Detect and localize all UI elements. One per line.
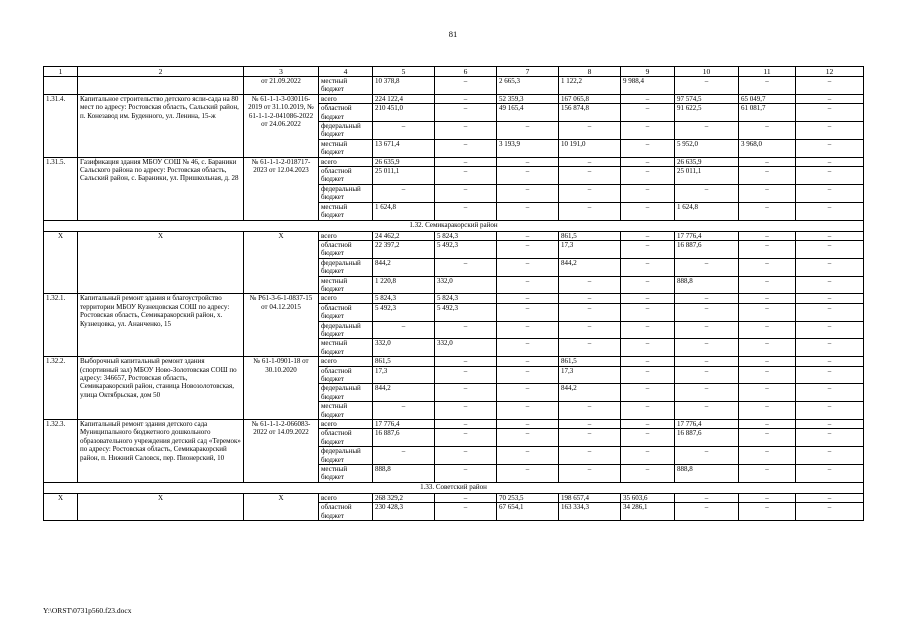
value-cell: – <box>739 240 796 258</box>
value-cell: 61 081,7 <box>739 104 796 122</box>
funding-source: местный бюджет <box>319 77 373 95</box>
value-cell: – <box>796 465 864 483</box>
value-cell: – <box>739 303 796 321</box>
value-cell: – <box>435 104 497 122</box>
footer-path: Y:\ORST\0731p560.f23.docx <box>43 606 132 615</box>
value-cell: – <box>796 157 864 166</box>
item-name: Капитальный ремонт здания детского сада Муниципального бюджетного дошкольного образовательного учреждения детский сад «Теремок» по адресу: Ростовская область, Семикаракорский район, п. Нижний Саловск, пер. Пионерский, 10 <box>78 420 244 483</box>
value-cell: – <box>435 384 497 402</box>
item-number: 1.32.3. <box>44 420 78 483</box>
value-cell: – <box>739 429 796 447</box>
value-cell: – <box>796 240 864 258</box>
value-cell: – <box>796 447 864 465</box>
value-cell: 10 191,0 <box>559 139 621 157</box>
value-cell: – <box>497 303 559 321</box>
value-cell: 35 603,6 <box>621 493 675 502</box>
value-cell: 198 657,4 <box>559 493 621 502</box>
value-cell: – <box>497 240 559 258</box>
value-cell: – <box>373 402 435 420</box>
table-row <box>44 231 864 240</box>
value-cell: 5 824,3 <box>373 294 435 303</box>
value-cell: 888,8 <box>373 465 435 483</box>
value-cell: – <box>739 402 796 420</box>
value-cell: 5 492,3 <box>435 240 497 258</box>
value-cell: – <box>739 276 796 294</box>
value-cell: – <box>675 321 739 339</box>
value-cell: 1 220,8 <box>373 276 435 294</box>
funding-source: областной бюджет <box>319 240 373 258</box>
value-cell: – <box>373 184 435 202</box>
value-cell: 25 011,1 <box>373 167 435 185</box>
item-document: № Р61-3-6-1-0837-15 от 04.12.2015 <box>244 294 319 357</box>
value-cell: – <box>621 202 675 220</box>
value-cell: 888,8 <box>675 465 739 483</box>
value-cell: 17 776,4 <box>675 231 739 240</box>
value-cell: 332,0 <box>373 339 435 357</box>
funding-source: федеральный бюджет <box>319 384 373 402</box>
value-cell: – <box>621 447 675 465</box>
value-cell: – <box>435 420 497 429</box>
value-cell: – <box>621 184 675 202</box>
value-cell: – <box>796 303 864 321</box>
value-cell: – <box>621 384 675 402</box>
value-cell: – <box>435 258 497 276</box>
header-row <box>44 67 864 77</box>
value-cell: 65 049,7 <box>739 94 796 103</box>
value-cell: – <box>739 77 796 95</box>
value-cell: – <box>497 465 559 483</box>
value-cell: – <box>621 465 675 483</box>
value-cell: – <box>739 202 796 220</box>
value-cell: 230 428,3 <box>373 503 435 521</box>
value-cell: – <box>621 294 675 303</box>
value-cell: – <box>559 157 621 166</box>
funding-source: областной бюджет <box>319 366 373 384</box>
col-header: 10 <box>675 67 739 77</box>
value-cell: 17,3 <box>373 366 435 384</box>
value-cell: 25 011,1 <box>675 167 739 185</box>
value-cell: 26 635,9 <box>675 157 739 166</box>
value-cell: – <box>739 294 796 303</box>
value-cell: 49 165,4 <box>497 104 559 122</box>
value-cell: 17,3 <box>559 240 621 258</box>
table-row <box>44 77 864 95</box>
value-cell: – <box>796 77 864 95</box>
value-cell: 24 462,2 <box>373 231 435 240</box>
value-cell: – <box>796 429 864 447</box>
value-cell: – <box>435 493 497 502</box>
item-document: Х <box>244 493 319 520</box>
value-cell: – <box>796 167 864 185</box>
value-cell: – <box>675 503 739 521</box>
col-header: 11 <box>739 67 796 77</box>
value-cell: 861,5 <box>373 357 435 366</box>
value-cell: 70 253,5 <box>497 493 559 502</box>
item-document: Х <box>244 231 319 294</box>
value-cell: 861,5 <box>559 231 621 240</box>
value-cell: – <box>675 294 739 303</box>
item-number: Х <box>44 231 78 294</box>
value-cell: – <box>796 384 864 402</box>
value-cell: – <box>675 366 739 384</box>
section-title: 1.32. Семикаракорский район <box>44 220 864 231</box>
value-cell: 16 887,6 <box>373 429 435 447</box>
funding-source: областной бюджет <box>319 104 373 122</box>
funding-source: всего <box>319 420 373 429</box>
value-cell: 3 193,9 <box>497 139 559 157</box>
value-cell: 91 622,5 <box>675 104 739 122</box>
value-cell: 34 286,1 <box>621 503 675 521</box>
value-cell: – <box>559 420 621 429</box>
item-document: № 61-1-1-2-018717-2023 от 12.04.2023 <box>244 157 319 220</box>
value-cell: – <box>373 447 435 465</box>
section-row <box>44 220 864 231</box>
value-cell: 16 887,6 <box>675 429 739 447</box>
value-cell: – <box>739 184 796 202</box>
value-cell: – <box>621 231 675 240</box>
value-cell: 17 776,4 <box>675 420 739 429</box>
value-cell: – <box>796 202 864 220</box>
value-cell: – <box>739 231 796 240</box>
value-cell: – <box>739 503 796 521</box>
value-cell: – <box>559 465 621 483</box>
value-cell: – <box>621 366 675 384</box>
value-cell: – <box>621 258 675 276</box>
item-number: Х <box>44 493 78 520</box>
value-cell: – <box>675 384 739 402</box>
value-cell: – <box>621 339 675 357</box>
funding-source: всего <box>319 493 373 502</box>
value-cell: – <box>559 294 621 303</box>
value-cell: – <box>435 366 497 384</box>
col-header: 2 <box>78 67 244 77</box>
value-cell: 844,2 <box>559 384 621 402</box>
value-cell: – <box>497 167 559 185</box>
value-cell: – <box>739 167 796 185</box>
value-cell: – <box>796 503 864 521</box>
value-cell: – <box>796 139 864 157</box>
table-row <box>44 294 864 303</box>
value-cell: – <box>621 303 675 321</box>
value-cell: – <box>559 184 621 202</box>
value-cell: 163 334,3 <box>559 503 621 521</box>
funding-source: всего <box>319 294 373 303</box>
value-cell: – <box>497 122 559 140</box>
value-cell: – <box>796 339 864 357</box>
value-cell: 5 492,3 <box>435 303 497 321</box>
funding-source: областной бюджет <box>319 503 373 521</box>
col-header: 7 <box>497 67 559 77</box>
value-cell: – <box>796 231 864 240</box>
value-cell: – <box>796 321 864 339</box>
col-header: 8 <box>559 67 621 77</box>
value-cell: – <box>497 339 559 357</box>
value-cell: 1 624,8 <box>373 202 435 220</box>
value-cell: – <box>621 94 675 103</box>
value-cell: – <box>796 276 864 294</box>
value-cell: – <box>675 303 739 321</box>
value-cell: – <box>739 357 796 366</box>
value-cell: – <box>675 493 739 502</box>
funding-source: всего <box>319 94 373 103</box>
col-header: 1 <box>44 67 78 77</box>
funding-source: местный бюджет <box>319 202 373 220</box>
value-cell: 844,2 <box>373 384 435 402</box>
value-cell: – <box>621 122 675 140</box>
value-cell: – <box>497 429 559 447</box>
col-header: 3 <box>244 67 319 77</box>
value-cell: – <box>739 465 796 483</box>
value-cell: – <box>796 402 864 420</box>
value-cell: – <box>739 420 796 429</box>
value-cell: 888,8 <box>675 276 739 294</box>
value-cell: – <box>739 157 796 166</box>
funding-source: областной бюджет <box>319 303 373 321</box>
value-cell: – <box>621 420 675 429</box>
value-cell: 5 952,0 <box>675 139 739 157</box>
value-cell: 52 359,3 <box>497 94 559 103</box>
value-cell: 10 378,8 <box>373 77 435 95</box>
item-name: Капитальное строительство детского ясли-сада на 80 мест по адресу: Ростовская область, Сальский район, п. Конезавод им. Буденного, ул. Ленина, 15-ж <box>78 94 244 157</box>
value-cell: 167 065,8 <box>559 94 621 103</box>
item-name <box>78 77 244 95</box>
value-cell: 844,2 <box>373 258 435 276</box>
value-cell: – <box>796 122 864 140</box>
item-number: 1.32.1. <box>44 294 78 357</box>
value-cell: – <box>675 339 739 357</box>
item-document: № 61-1-1-3-030116-2019 от 31.10.2019, № 61-1-1-2-041086-2022 от 24.06.2022 <box>244 94 319 157</box>
col-header: 12 <box>796 67 864 77</box>
value-cell: – <box>559 202 621 220</box>
section-row <box>44 482 864 493</box>
value-cell: – <box>435 157 497 166</box>
value-cell: – <box>621 429 675 447</box>
page-number: 81 <box>448 29 458 39</box>
funding-source: всего <box>319 157 373 166</box>
value-cell: – <box>621 357 675 366</box>
value-cell: 5 824,3 <box>435 231 497 240</box>
funding-source: всего <box>319 231 373 240</box>
item-name: Х <box>78 493 244 520</box>
value-cell: – <box>621 139 675 157</box>
value-cell: – <box>497 184 559 202</box>
value-cell: – <box>739 447 796 465</box>
value-cell: – <box>435 167 497 185</box>
value-cell: – <box>739 366 796 384</box>
value-cell: 861,5 <box>559 357 621 366</box>
value-cell: – <box>497 202 559 220</box>
budget-table <box>43 66 864 521</box>
table-row <box>44 357 864 366</box>
value-cell: 17 776,4 <box>373 420 435 429</box>
item-number <box>44 77 78 95</box>
table-row <box>44 157 864 166</box>
value-cell: – <box>435 402 497 420</box>
value-cell: – <box>559 447 621 465</box>
value-cell: 17,3 <box>559 366 621 384</box>
value-cell: – <box>559 167 621 185</box>
value-cell: – <box>373 321 435 339</box>
value-cell: – <box>796 357 864 366</box>
value-cell: – <box>559 276 621 294</box>
value-cell: – <box>497 366 559 384</box>
value-cell: – <box>796 94 864 103</box>
value-cell: 26 635,9 <box>373 157 435 166</box>
value-cell: – <box>497 402 559 420</box>
value-cell: – <box>796 184 864 202</box>
value-cell: – <box>796 420 864 429</box>
value-cell: – <box>739 258 796 276</box>
value-cell: – <box>621 104 675 122</box>
value-cell: – <box>497 157 559 166</box>
value-cell: – <box>621 240 675 258</box>
col-header: 6 <box>435 67 497 77</box>
funding-source: местный бюджет <box>319 276 373 294</box>
value-cell: – <box>497 258 559 276</box>
value-cell: – <box>497 357 559 366</box>
value-cell: – <box>621 157 675 166</box>
table-row <box>44 94 864 103</box>
value-cell: – <box>559 303 621 321</box>
value-cell: – <box>796 493 864 502</box>
value-cell: – <box>796 294 864 303</box>
value-cell: – <box>675 402 739 420</box>
value-cell: – <box>497 276 559 294</box>
table-row <box>44 420 864 429</box>
value-cell: – <box>497 420 559 429</box>
col-header: 9 <box>621 67 675 77</box>
value-cell: 5 492,3 <box>373 303 435 321</box>
value-cell: 844,2 <box>559 258 621 276</box>
value-cell: – <box>675 447 739 465</box>
value-cell: – <box>435 77 497 95</box>
value-cell: – <box>739 122 796 140</box>
value-cell: 268 329,2 <box>373 493 435 502</box>
value-cell: – <box>435 184 497 202</box>
value-cell: – <box>621 167 675 185</box>
funding-source: областной бюджет <box>319 429 373 447</box>
value-cell: – <box>675 77 739 95</box>
value-cell: – <box>621 276 675 294</box>
funding-source: местный бюджет <box>319 139 373 157</box>
funding-source: местный бюджет <box>319 402 373 420</box>
value-cell: – <box>675 357 739 366</box>
value-cell: – <box>435 429 497 447</box>
funding-source: федеральный бюджет <box>319 321 373 339</box>
item-number: 1.31.5. <box>44 157 78 220</box>
value-cell: – <box>621 321 675 339</box>
value-cell: – <box>497 384 559 402</box>
value-cell: – <box>739 339 796 357</box>
value-cell: 224 122,4 <box>373 94 435 103</box>
value-cell: – <box>559 122 621 140</box>
value-cell: – <box>559 339 621 357</box>
col-header: 5 <box>373 67 435 77</box>
value-cell: 13 671,4 <box>373 139 435 157</box>
value-cell: – <box>435 357 497 366</box>
value-cell: – <box>435 503 497 521</box>
funding-source: федеральный бюджет <box>319 258 373 276</box>
value-cell: – <box>796 366 864 384</box>
value-cell: 156 874,8 <box>559 104 621 122</box>
value-cell: 5 824,3 <box>435 294 497 303</box>
item-document: № 61-1-0901-18 от 30.10.2020 <box>244 357 319 420</box>
value-cell: 9 988,4 <box>621 77 675 95</box>
value-cell: – <box>675 122 739 140</box>
funding-source: федеральный бюджет <box>319 447 373 465</box>
value-cell: 3 968,0 <box>739 139 796 157</box>
value-cell: – <box>675 184 739 202</box>
value-cell: 67 654,1 <box>497 503 559 521</box>
value-cell: – <box>497 447 559 465</box>
value-cell: – <box>796 104 864 122</box>
value-cell: – <box>796 258 864 276</box>
value-cell: – <box>497 294 559 303</box>
value-cell: – <box>435 202 497 220</box>
section-title: 1.33. Советский район <box>44 482 864 493</box>
funding-source: всего <box>319 357 373 366</box>
funding-source: областной бюджет <box>319 167 373 185</box>
item-name: Капитальный ремонт здания и благоустройство территории МБОУ Кузнецовская СОШ по адресу: Ростовская область, Семикаракорский район, х. Кузнецовка, ул. Ананченко, 15 <box>78 294 244 357</box>
item-name: Газификация здания МБОУ СОШ № 46, с. Бараники Сальского района по адресу: Ростовская область, Сальский район, с. Бараники, ул. Пришкольная, д. 28 <box>78 157 244 220</box>
value-cell: 210 451,0 <box>373 104 435 122</box>
funding-source: местный бюджет <box>319 339 373 357</box>
item-document: № 61-1-1-2-066083-2022 от 14.09.2022 <box>244 420 319 483</box>
value-cell: 97 574,5 <box>675 94 739 103</box>
item-document: от 21.09.2022 <box>244 77 319 95</box>
value-cell: – <box>435 465 497 483</box>
funding-source: федеральный бюджет <box>319 122 373 140</box>
value-cell: – <box>435 447 497 465</box>
value-cell: – <box>373 122 435 140</box>
value-cell: 2 665,3 <box>497 77 559 95</box>
table-row <box>44 493 864 502</box>
value-cell: – <box>739 493 796 502</box>
funding-source: местный бюджет <box>319 465 373 483</box>
value-cell: – <box>559 429 621 447</box>
value-cell: – <box>559 402 621 420</box>
item-name: Х <box>78 231 244 294</box>
value-cell: – <box>435 139 497 157</box>
value-cell: 332,0 <box>435 339 497 357</box>
value-cell: – <box>621 402 675 420</box>
value-cell: – <box>497 321 559 339</box>
value-cell: – <box>559 321 621 339</box>
item-number: 1.32.2. <box>44 357 78 420</box>
value-cell: 1 122,2 <box>559 77 621 95</box>
value-cell: – <box>739 384 796 402</box>
value-cell: – <box>497 231 559 240</box>
value-cell: 16 887,6 <box>675 240 739 258</box>
item-name: Выборочный капитальный ремонт здания (спортивный зал) МБОУ Ново-Золотовская СОШ по адресу: 346657, Ростовская область, Семикаракорский район, станица Новозолотовская, улица Октябрьская, дом 50 <box>78 357 244 420</box>
value-cell: 332,0 <box>435 276 497 294</box>
col-header: 4 <box>319 67 373 77</box>
funding-source: федеральный бюджет <box>319 184 373 202</box>
value-cell: – <box>739 321 796 339</box>
value-cell: – <box>435 122 497 140</box>
item-number: 1.31.4. <box>44 94 78 157</box>
value-cell: – <box>435 321 497 339</box>
value-cell: 1 624,8 <box>675 202 739 220</box>
value-cell: – <box>675 258 739 276</box>
value-cell: 22 397,2 <box>373 240 435 258</box>
value-cell: – <box>435 94 497 103</box>
